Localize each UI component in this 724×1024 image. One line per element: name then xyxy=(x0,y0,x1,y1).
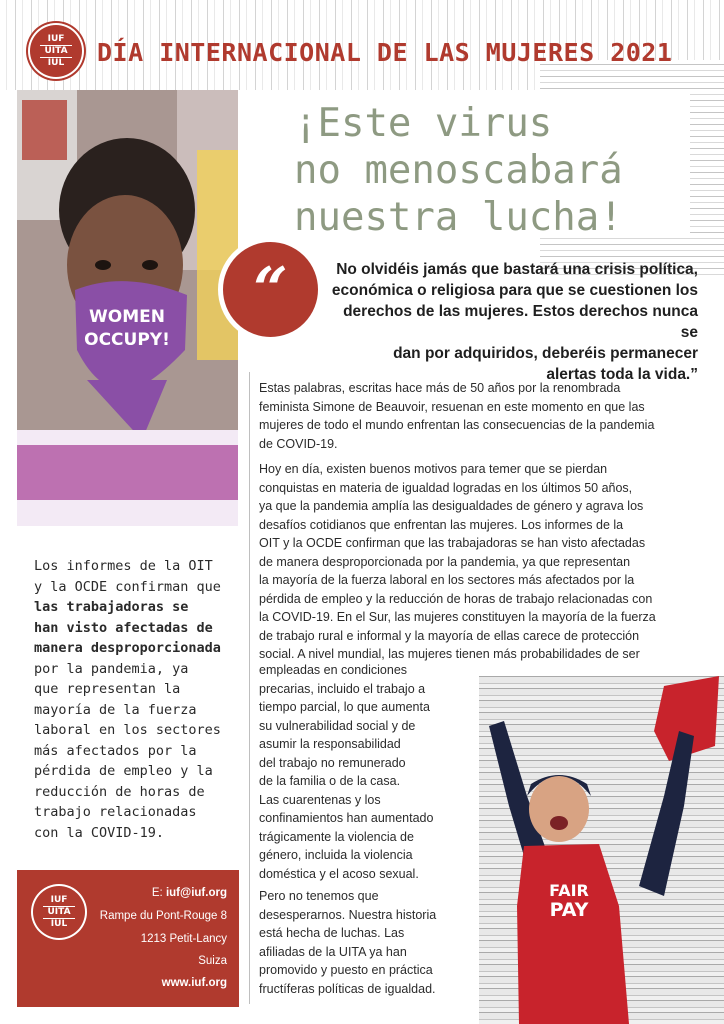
body-line: Pero no tenemos que xyxy=(259,889,379,903)
logo-bottom-text: IUL xyxy=(50,918,68,929)
protester-photo xyxy=(17,90,238,526)
sidebar-line: reducción de horas de xyxy=(34,783,205,800)
shirt-text-2: PAY xyxy=(549,899,589,921)
body-line: está hecha de luchas. Las xyxy=(259,926,405,940)
iuf-logo xyxy=(28,23,84,79)
body-line: pérdida de empleo y la reducción de horas de trabajo relacionadas con xyxy=(259,591,653,606)
sidebar-bold-text: manera desproporcionada xyxy=(34,640,221,656)
email-link[interactable]: iuf@iuf.org xyxy=(165,887,227,899)
email-label: E: xyxy=(151,887,166,899)
body-line: confinamientos han aumentado xyxy=(259,811,434,825)
headline xyxy=(294,100,623,241)
body-line: desesperarnos. Nuestra historia xyxy=(259,907,437,922)
body-line: género, incluida la violencia xyxy=(259,848,413,862)
sidebar-callout xyxy=(34,556,239,843)
body-line: Las cuarentenas y los xyxy=(259,792,381,807)
body-line: de COVID-19. xyxy=(259,436,338,451)
logo-bottom-text: IUL xyxy=(47,57,65,68)
logo-mid-text: UITA xyxy=(43,906,74,919)
sidebar-bold-text: han visto afectadas de xyxy=(34,619,213,636)
body-paragraph-2 xyxy=(259,460,699,664)
body-line: social. A nivel mundial, las mujeres tienen más probabilidades de ser xyxy=(259,647,640,661)
body-line: la COVID-19. En el Sur, las mujeres constituyen la mayoría de la fuerza xyxy=(259,610,656,624)
sidebar-line: laboral en los sectores xyxy=(34,722,221,738)
quote-line-3: derechos de las mujeres. Estos derechos nunca se xyxy=(343,303,698,341)
body-line: doméstica y el acoso sexual. xyxy=(259,866,419,881)
body-line: desafíos cotidianos que enfrentan las mujeres. Los informes de la xyxy=(259,517,624,532)
body-paragraph-4 xyxy=(259,887,459,998)
body-line: asumir la responsabilidad xyxy=(259,737,401,751)
contact-email xyxy=(152,887,227,899)
contact-address-2: 1213 Petit-Lancy xyxy=(140,933,227,945)
body-line: de la familia o de la casa. xyxy=(259,774,401,788)
headline-line-1: ¡Este virus xyxy=(294,101,553,146)
sidebar-bold-text: las trabajadoras se xyxy=(34,599,189,615)
body-line: Hoy en día, existen buenos motivos para temer que se pierdan xyxy=(259,462,608,476)
logo-mid-text: UITA xyxy=(40,45,71,58)
quote-line-1: No olvidéis jamás que bastará una crisis política, xyxy=(336,261,698,278)
sidebar-bold-line xyxy=(34,597,239,618)
banner-title: DÍA INTERNACIONAL DE LAS MUJERES 2021 xyxy=(97,38,673,67)
body-line: la mayoría de la fuerza laboral en los sectores más afectados por la xyxy=(259,573,635,587)
body-line: su vulnerabilidad social y de xyxy=(259,718,416,733)
body-line: fructíferas políticas de igualdad. xyxy=(259,981,436,996)
body-line: ya que la pandemia amplía las desigualdades de género y agrava los xyxy=(259,499,644,513)
sidebar-line: más afectados por la xyxy=(34,742,197,759)
sidebar-line: que representan la xyxy=(34,681,181,697)
protester-illustration xyxy=(17,90,238,526)
mask-text-1: WOMEN xyxy=(89,307,165,327)
sidebar-line: trabajo relacionadas xyxy=(34,804,197,820)
body-line: OIT y la OCDE confirman que las trabajadoras se han visto afectadas xyxy=(259,536,646,550)
website-link[interactable]: www.iuf.org xyxy=(161,977,227,989)
iuf-logo-footer xyxy=(31,884,87,940)
column-divider xyxy=(249,372,250,1004)
sidebar-line: con la COVID-19. xyxy=(34,824,165,841)
body-line: trágicamente la violencia de xyxy=(259,829,414,844)
sidebar-line: por la pandemia, ya xyxy=(34,660,189,677)
sidebar-bold-line xyxy=(34,638,239,659)
contact-address-1: Rampe du Pont-Rouge 8 xyxy=(99,910,227,922)
sidebar-bold-line xyxy=(34,618,239,639)
sidebar-line: y la OCDE confirman que xyxy=(34,578,221,595)
body-line: del trabajo no remunerado xyxy=(259,755,406,770)
body-line: tiempo parcial, lo que aumenta xyxy=(259,700,430,714)
body-line: precarias, incluido el trabajo a xyxy=(259,681,426,696)
contact-box xyxy=(17,870,239,1007)
pull-quote xyxy=(330,259,698,385)
sidebar-line: mayoría de la fuerza xyxy=(34,701,197,718)
headline-line-2: no menoscabará xyxy=(294,148,623,193)
cheering-woman-illustration xyxy=(479,676,724,1024)
quote-mark-icon xyxy=(218,237,323,342)
body-line: de trabajo rural e informal y la mayoría de ellas carece de protección xyxy=(259,628,640,643)
body-line: afiliadas de la UITA ya han xyxy=(259,944,407,959)
quote-line-4: dan por adquiridos, deberéis permanecer xyxy=(393,345,698,362)
contact-country: Suiza xyxy=(198,955,227,967)
body-line: conquistas en materia de igualdad logradas en los últimos 50 años, xyxy=(259,480,633,495)
headline-line-3: nuestra lucha! xyxy=(294,195,623,240)
sidebar-line: pérdida de empleo y la xyxy=(34,763,213,779)
mask-text-2: OCCUPY! xyxy=(84,330,170,350)
body-line: feminista Simone de Beauvoir, resuenan en este momento en que las xyxy=(259,399,645,414)
body-paragraph-1 xyxy=(259,379,699,453)
sidebar-line: Los informes de la OIT xyxy=(34,558,213,574)
body-line: empleadas en condiciones xyxy=(259,663,408,677)
body-paragraph-3 xyxy=(259,661,459,883)
quote-line-2: económica o religiosa para que se cuestionen los xyxy=(331,282,698,299)
logo-top-text: IUF xyxy=(47,33,65,44)
shirt-text-1: FAIR xyxy=(549,881,589,900)
body-line: de manera desproporcionada por la pandemia, ya que representan xyxy=(259,554,631,569)
quote-mark: “ xyxy=(253,254,288,325)
cheering-woman-photo xyxy=(479,676,724,1024)
quote-line-5: alertas toda la vida.” xyxy=(546,366,698,383)
body-line: Estas palabras, escritas hace más de 50 años por la renombrada xyxy=(259,381,621,395)
body-line: mujeres de todo el mundo enfrentan las consecuencias de la pandemia xyxy=(259,418,655,432)
logo-top-text: IUF xyxy=(50,894,68,905)
body-line: promovido y puesto en práctica xyxy=(259,963,433,977)
